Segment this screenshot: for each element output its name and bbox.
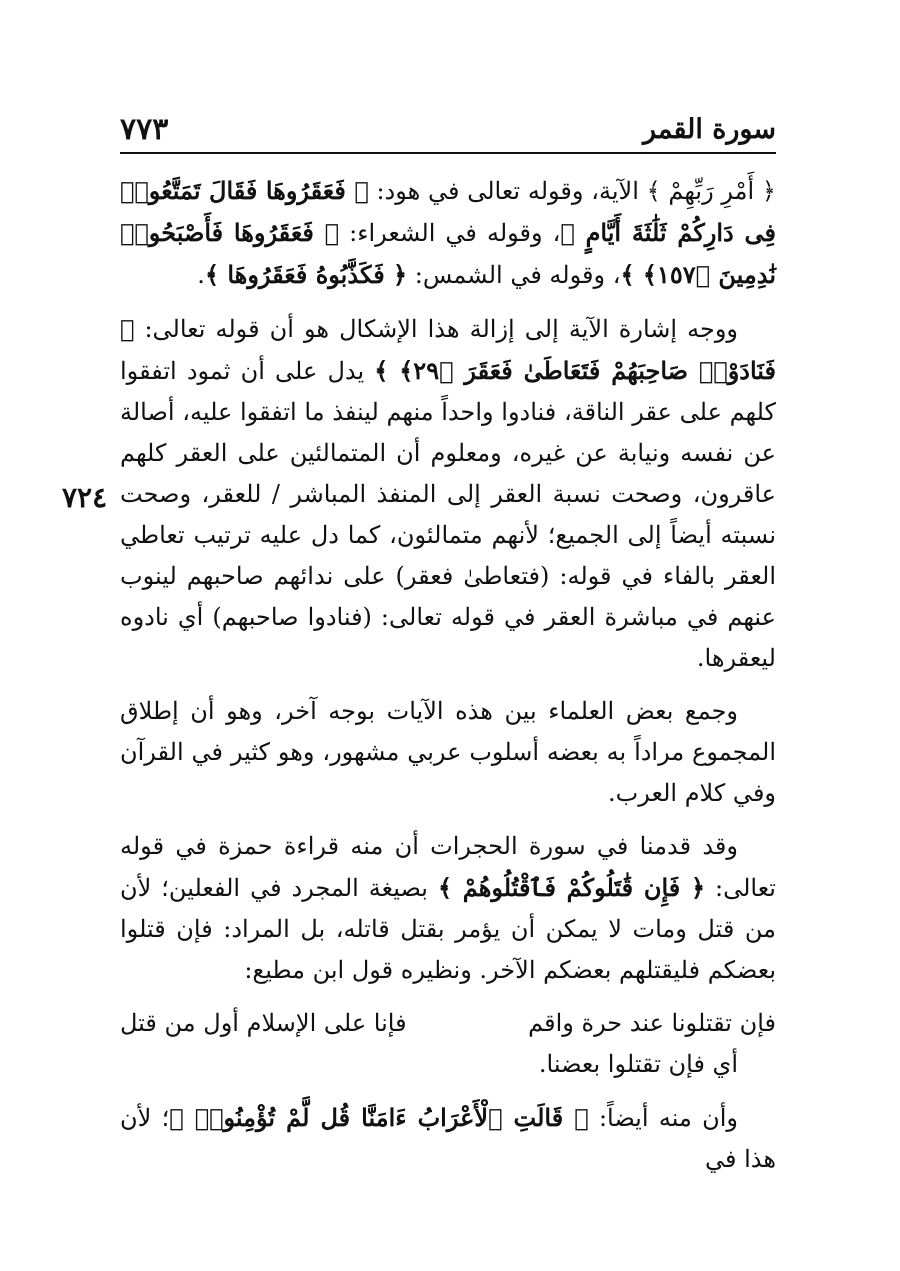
text-run: ﴿ أَمْرِ رَبِّهِمْ ﴾ الآية، وقوله تعالى في هود: [368, 177, 776, 205]
quran-quote: ﴿ فَكَذَّبُوهُ فَعَقَرُوهَا ﴾ [204, 260, 408, 289]
paragraph-4 [120, 826, 776, 991]
margin-page-number: ٧٢٤ [62, 481, 108, 514]
text-run: ، وقوله في الشمس: [407, 261, 621, 289]
text-run: . [197, 261, 205, 289]
paragraph-1 [120, 170, 776, 296]
page-header [120, 112, 776, 154]
poetry-verse [120, 1003, 776, 1044]
quran-quote: ﴿ فَنَادَوْا۟ صَاحِبَهُمْ فَتَعَاطَىٰ فَعَقَرَ ﴿٢٩﴾ ﴾ [120, 314, 776, 385]
text-run: يدل على أن ثمود اتفقوا كلهم على عقر الناقة، فنادوا واحداً منهم لينفذ ما اتفقوا عليه، أصالة عن نفسه ونيابة عن غيره، ومعلوم أن المتمالئين على العقر كلهم عاقرون، وصحت نسبة العقر إلى المنفذ المباشر / للعقر، وصحت نسبته أيضاً إلى الجميع؛ لأنهم متمالئون، كما دل عليه ترتيب تعاطي العقر بالفاء في قوله: (فتعاطىٰ فعقر) على ندائهم صاحبهم لينوب عنهم في مباشرة العقر في قوله تعالى: (فنادوا صاحبهم) أي نادوه ليعقرها. [120, 357, 777, 672]
verse-first-half: فإن تقتلونا عند حرة واقم [528, 1009, 776, 1037]
page-body [120, 170, 776, 1192]
text-run: وقد قدمنا في سورة الحجرات أن منه قراءة حمزة في قوله تعالى: [120, 832, 776, 902]
text-run: ، وقوله في الشعراء: [339, 219, 561, 247]
quran-quote: ﴿ فَعَقَرُوهَا فَقَالَ تَمَتَّعُوا۟ فِى دَارِكُمْ ثَلَٰثَةَ أَيَّامٍ ﴾ [120, 176, 776, 247]
text-run: ووجه إشارة الآية إلى إزالة هذا الإشكال هو أن قوله تعالى: [134, 315, 738, 343]
quran-quote: ﴿ فَعَقَرُوهَا فَأَصْبَحُوا۟ نَٰدِمِينَ ﴿١٥٧﴾ ﴾ [120, 218, 776, 289]
quran-quote: ﴿ فَإِن قَٰتَلُوكُمْ فَٱقْتُلُوهُمْ ﴾ [437, 873, 706, 902]
page-number: ٧٧٣ [120, 112, 169, 147]
paragraph-3: وجمع بعض العلماء بين هذه الآيات بوجه آخر، وهو أن إطلاق المجموع مراداً به بعضه أسلوب عربي مشهور، وهو كثير في القرآن وفي كلام العرب. [120, 697, 776, 807]
quran-quote: ﴿ قَالَتِ ٱلْأَعْرَابُ ءَامَنَّا قُل لَّمْ تُؤْمِنُوا۟ ﴾ [169, 1103, 589, 1132]
after-verse-line: أي فإن تقتلوا بعضنا. [538, 1050, 738, 1078]
text-run: وأن منه أيضاً: [588, 1104, 739, 1132]
surah-title: سورة القمر [642, 114, 776, 145]
last-line [120, 1097, 776, 1180]
paragraph-2 [120, 308, 776, 679]
verse-second-half: فإنا على الإسلام أول من قتل [120, 1009, 407, 1037]
text-run: ؛ لأن هذا في [120, 1104, 776, 1173]
text-run: بصيغة المجرد في الفعلين؛ لأن من قتل ومات لا يمكن أن يؤمر بقتل قاتله، بل المراد: فإن قتلوا بعضكم فليقتلهم بعضكم الآخر. ونظيره قول ابن مطيع: [120, 874, 776, 984]
